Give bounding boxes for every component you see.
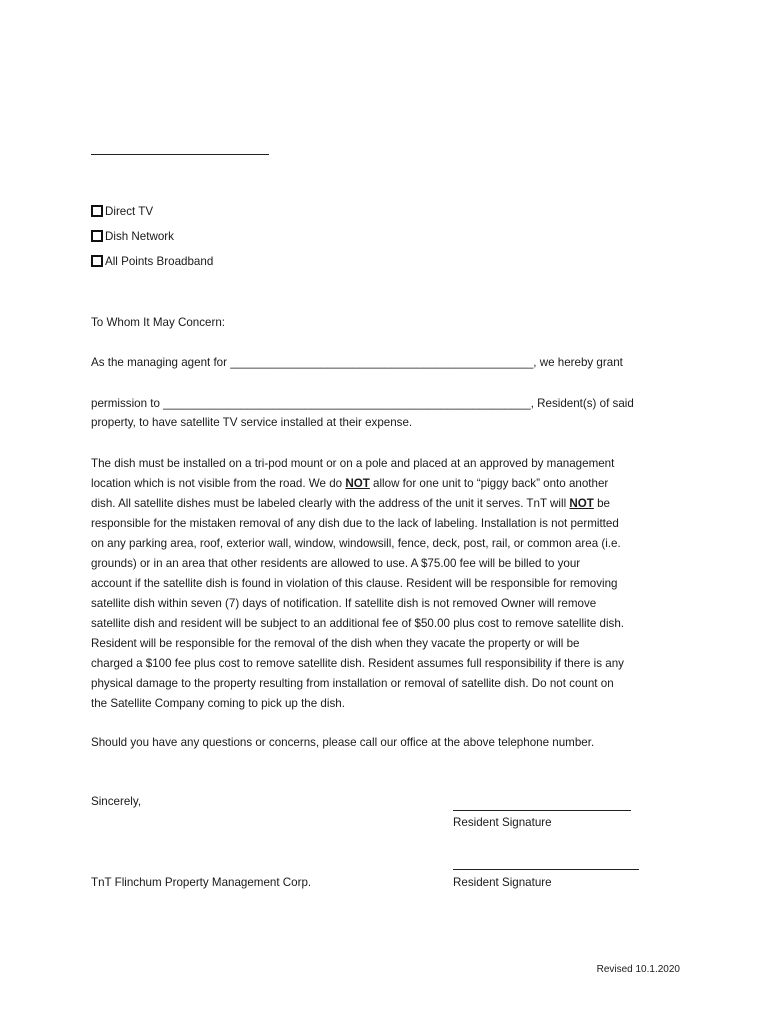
- agent-line-prefix: As the managing agent for: [91, 356, 231, 369]
- permission-line-prefix: permission to: [91, 397, 164, 410]
- body-line: Resident will be responsible for the removal of the dish when they vacate the property or will be: [91, 637, 580, 650]
- checkbox-label-direct-tv: Direct TV: [105, 204, 154, 218]
- body-line: the Satellite Company coming to pick up the dish.: [91, 697, 345, 710]
- body-line: on any parking area, roof, exterior wall, window, windowsill, fence, deck, post, rail, or common area (i.e.: [91, 537, 621, 550]
- agent-name-blank[interactable]: _______________________________________________: [230, 356, 534, 369]
- checkbox-icon[interactable]: [91, 205, 103, 217]
- signature-line-1[interactable]: [453, 800, 631, 811]
- body-line: [91, 494, 681, 514]
- date-blank-line[interactable]: [91, 144, 269, 155]
- body-line: [91, 474, 681, 494]
- signature-label-1: Resident Signature: [453, 816, 552, 829]
- not-emphasis: NOT: [569, 497, 594, 510]
- closing: Sincerely,: [91, 795, 142, 808]
- salutation: To Whom It May Concern:: [91, 316, 226, 329]
- body-paragraph: [91, 454, 681, 714]
- checkbox-label-all-points-broadband: All Points Broadband: [105, 254, 214, 268]
- not-emphasis: NOT: [345, 477, 370, 490]
- checkbox-row-dish-network[interactable]: [91, 227, 174, 245]
- body-text: be: [593, 497, 610, 510]
- permission-line-2: property, to have satellite TV service installed at their expense.: [91, 416, 413, 429]
- signature-label-2: Resident Signature: [453, 876, 552, 889]
- body-line: physical damage to the property resulting from installation or removal of satellite dish. Do not count on: [91, 677, 614, 690]
- body-text: location which is not visible from the road. We do: [91, 477, 346, 490]
- resident-name-blank[interactable]: _________________________________________________________: [163, 397, 531, 410]
- body-line: account if the satellite dish is found in violation of this clause. Resident will be responsible for removing: [91, 577, 618, 590]
- agent-line: [91, 356, 623, 369]
- body-line: charged a $100 fee plus cost to remove satellite dish. Resident assumes full responsibility if there is any: [91, 657, 624, 670]
- body-text: allow for one unit to “piggy back” onto another: [369, 477, 609, 490]
- revised-date: Revised 10.1.2020: [596, 964, 680, 975]
- checkbox-icon[interactable]: [91, 255, 103, 267]
- agent-line-suffix: , we hereby grant: [533, 356, 623, 369]
- body-text: dish. All satellite dishes must be labeled clearly with the address of the unit it serves. TnT will: [91, 497, 570, 510]
- checkbox-row-direct-tv[interactable]: [91, 202, 153, 220]
- questions-line: Should you have any questions or concerns, please call our office at the above telephone number.: [91, 736, 595, 749]
- signature-line-2[interactable]: [453, 859, 639, 870]
- body-line: The dish must be installed on a tri-pod mount or on a pole and placed at an approved by management: [91, 457, 615, 470]
- checkbox-icon[interactable]: [91, 230, 103, 242]
- permission-line-suffix: , Resident(s) of said: [530, 397, 634, 410]
- permission-line: [91, 397, 634, 410]
- body-line: responsible for the mistaken removal of any dish due to the lack of labeling. Installation is not permitted: [91, 517, 619, 530]
- body-line: satellite dish and resident will be subject to an additional fee of $50.00 plus cost to remove satellite dish.: [91, 617, 624, 630]
- body-line: grounds) or in an area that other residents are allowed to use. A $75.00 fee will be billed to your: [91, 557, 581, 570]
- company-name: TnT Flinchum Property Management Corp.: [91, 876, 312, 889]
- checkbox-label-dish-network: Dish Network: [105, 229, 174, 243]
- checkbox-row-all-points-broadband[interactable]: [91, 252, 213, 270]
- body-line: satellite dish within seven (7) days of notification. If satellite dish is not removed Owner will remove: [91, 597, 597, 610]
